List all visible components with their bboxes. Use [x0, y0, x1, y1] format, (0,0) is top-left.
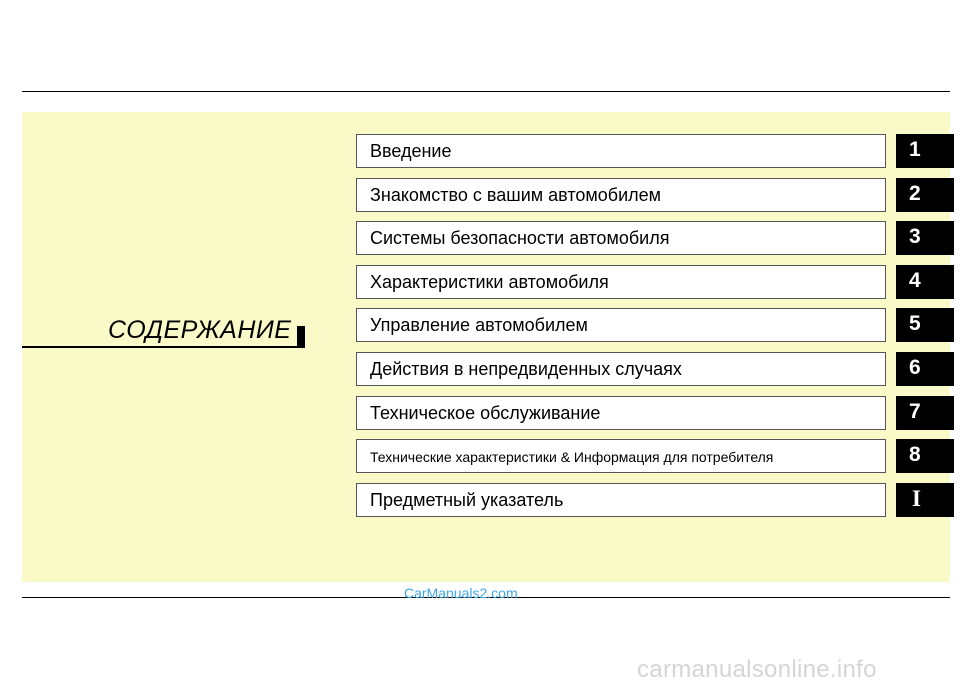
- chapter-tab[interactable]: [896, 134, 954, 168]
- toc-item-label[interactable]: Системы безопасности автомобиля: [370, 228, 670, 248]
- chapter-number: 6: [909, 356, 921, 379]
- chapter-tab[interactable]: [896, 265, 954, 299]
- chapter-tab[interactable]: [896, 439, 954, 473]
- contents-heading: СОДЕРЖАНИЕ: [108, 316, 292, 344]
- toc-item-label[interactable]: Действия в непредвиденных случаях: [370, 359, 682, 379]
- toc-item-box[interactable]: [356, 352, 886, 386]
- toc-item-label[interactable]: Знакомство с вашим автомобилем: [370, 185, 662, 205]
- chapter-tab[interactable]: [896, 352, 954, 386]
- toc-item-box[interactable]: [356, 134, 886, 168]
- toc-item-safety-systems[interactable]: [356, 221, 954, 255]
- toc-item-vehicle-features[interactable]: [356, 265, 954, 299]
- toc-item-label[interactable]: Введение: [370, 141, 452, 161]
- chapter-tab[interactable]: [896, 178, 954, 212]
- heading-marker: [297, 326, 305, 348]
- toc-item-label[interactable]: Управление автомобилем: [370, 315, 588, 335]
- toc-item-introduction[interactable]: [356, 134, 954, 168]
- heading-underline: [22, 346, 300, 348]
- toc-item-box[interactable]: [356, 308, 886, 342]
- toc-item-vehicle-overview[interactable]: [356, 178, 954, 212]
- toc-item-box[interactable]: [356, 265, 886, 299]
- chapter-tab[interactable]: [896, 221, 954, 255]
- toc-item-box[interactable]: [356, 483, 886, 517]
- toc-item-label[interactable]: Предметный указатель: [370, 490, 564, 510]
- chapter-number: 2: [909, 182, 921, 205]
- toc-item-box[interactable]: [356, 396, 886, 430]
- chapter-tab[interactable]: [896, 308, 954, 342]
- toc-item-box[interactable]: [356, 221, 886, 255]
- source-link[interactable]: CarManuals2.com: [404, 585, 518, 601]
- toc-item-box[interactable]: [356, 439, 886, 473]
- chapter-number: 8: [909, 443, 921, 466]
- chapter-number: 1: [909, 138, 921, 161]
- toc-item-maintenance[interactable]: [356, 396, 954, 430]
- chapter-tab[interactable]: [896, 483, 954, 517]
- toc-item-label[interactable]: Техническое обслуживание: [370, 403, 601, 423]
- toc-item-specifications[interactable]: [356, 439, 954, 473]
- chapter-number: 4: [909, 269, 921, 292]
- top-rule: [22, 91, 950, 92]
- chapter-number: I: [912, 486, 921, 511]
- chapter-number: 5: [909, 312, 921, 335]
- chapter-tab[interactable]: [896, 396, 954, 430]
- toc-item-box[interactable]: [356, 178, 886, 212]
- chapter-number: 7: [909, 400, 921, 423]
- toc-item-emergency[interactable]: [356, 352, 954, 386]
- chapter-number: 3: [909, 225, 921, 248]
- site-watermark: carmanualsonline.info: [637, 656, 877, 683]
- toc-item-label[interactable]: Характеристики автомобиля: [370, 272, 609, 292]
- toc-item-index[interactable]: [356, 483, 954, 517]
- toc-item-driving[interactable]: [356, 308, 954, 342]
- toc-item-label[interactable]: Технические характеристики & Информация для потребителя: [370, 449, 774, 465]
